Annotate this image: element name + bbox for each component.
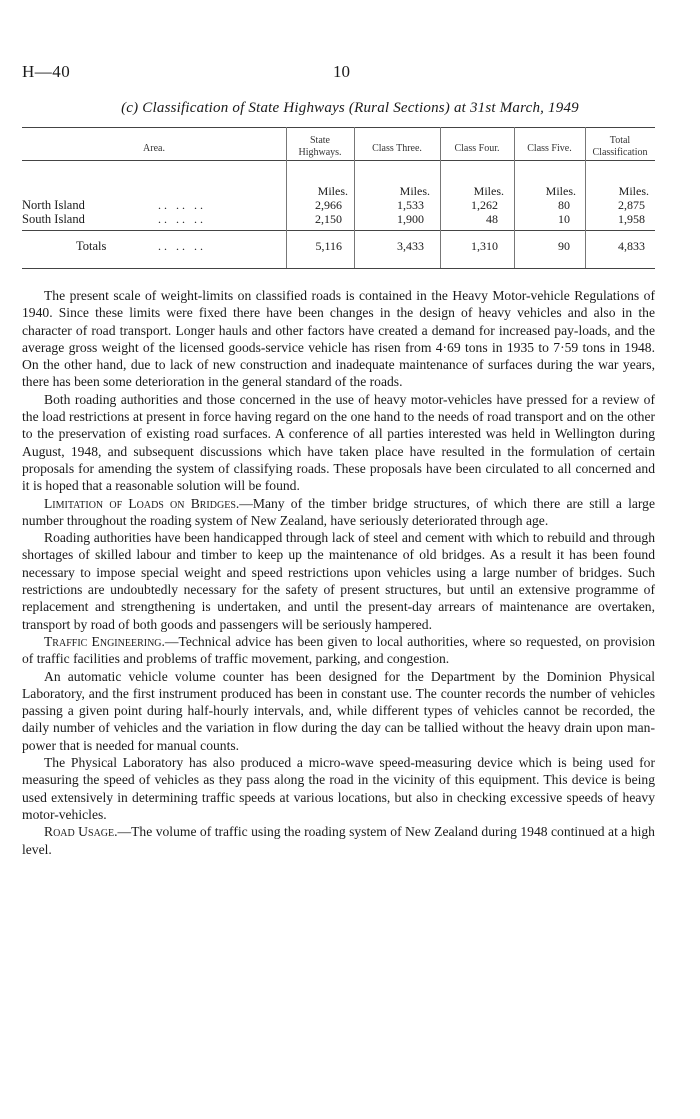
totals-cell: 90 [558, 239, 570, 253]
leader-dots: . . . . . . [158, 239, 203, 253]
paragraph-road-usage: Road Usage.—The volume of traffic using the roading system of New Zealand during 1948 continued at a high level. [22, 824, 655, 857]
table-bottom-rule [22, 268, 655, 269]
unit-label: Miles. [317, 184, 348, 198]
column-header-state-highways: State Highways. [298, 135, 342, 158]
row-label-totals: Totals [76, 239, 107, 253]
unit-label: Miles. [473, 184, 504, 198]
section-heading-limitation-of-loads: Limitation of Loads on Bridges. [44, 495, 240, 511]
leader-dots: . . . . . . [158, 212, 203, 226]
row-label-north-island: North Island [22, 198, 85, 212]
table-cell: 48 [486, 212, 498, 226]
paragraph-weight-limits: The present scale of weight-limits on classified roads is contained in the Heavy Motor-vehicle Regulations of 1940. Since these limits were fixed there have been changes in the design of heavy vehicles and also in the character of road transport. Longer hauls and other factors have created a demand for increased pay-loads, and the average gross weight of the licensed goods-service vehicle has risen from 4·69 tons in 1935 to 7·59 tons in 1948. On the other hand, due to lack of new construction and inadequate maintenance of surfaces during the war years, there has been some deterioration in the general standard of the roads. [22, 288, 655, 390]
table-totals-rule [22, 230, 655, 231]
table-cell: 2,966 [315, 198, 342, 212]
table-cell: 80 [558, 198, 570, 212]
table-cell: 1,958 [618, 212, 645, 226]
document-reference: H—40 [22, 62, 71, 81]
body-text [22, 287, 655, 858]
column-header-class-three: Class Three. [372, 143, 422, 154]
totals-cell: 5,116 [315, 239, 342, 253]
totals-cell: 4,833 [618, 239, 645, 253]
table-cell: 10 [558, 212, 570, 226]
paragraph-speed-measuring: The Physical Laboratory has also produced a micro-wave speed-measuring device which is being used for measuring the speed of vehicles as they pass along the road in the vicinity of this equipment. This device is being used extensively in determining traffic speeds at various locations, but also in checking excessive speeds of heavy motor-vehicles. [22, 755, 655, 822]
table-top-rule [22, 127, 655, 128]
unit-label: Miles. [545, 184, 576, 198]
table-cell: 1,262 [471, 198, 498, 212]
table-cell: 2,150 [315, 212, 342, 226]
column-header-class-four: Class Four. [454, 143, 500, 154]
highway-classification-table [22, 127, 655, 267]
table-cell: 1,533 [397, 198, 424, 212]
column-header-class-five: Class Five. [527, 143, 572, 154]
paragraph-bridge-maintenance: Roading authorities have been handicapped through lack of steel and cement with which to rebuild and through shortages of skilled labour and timber to keep up the maintenance of old bridges. As a result it has been found necessary to impose special weight and speed restrictions upon vehicles using a large number of bridges. Such restrictions are undoubtedly necessary for the safety of present structures, but until an extensive programme of replacement and strengthening is undertaken, and until the present-day arrears of maintenance are overtaken, transport by road of both goods and passengers will be seriously hampered. [22, 530, 655, 632]
table-cell: 2,875 [618, 198, 645, 212]
paragraph-vehicle-counter: An automatic vehicle volume counter has been designed for the Department by the Dominion Physical Laboratory, and the first instrument produced has been in constant use. The counter records the number of vehicles passing a given point during half-hourly intervals, and, while different types of vehicles cannot be recorded, the daily number of vehicles and the variation in flow during the day can be tallied without the heavy drain upon man-power that is needed for manual counts. [22, 668, 655, 753]
page-number: 10 [333, 62, 350, 81]
table-title: (c) Classification of State Highways (Rural Sections) at 31st March, 1949 [121, 100, 579, 116]
section-heading-traffic-engineering: Traffic Engineering. [44, 633, 165, 649]
totals-cell: 1,310 [471, 239, 498, 253]
paragraph-traffic-engineering: Traffic Engineering.—Technical advice has been given to local authorities, where so requested, on provision of traffic facilities and problems of traffic movement, parking, and congestion. [22, 633, 655, 667]
table-cell: 1,900 [397, 212, 424, 226]
leader-dots: . . . . . . [158, 198, 203, 212]
table-header-rule [22, 160, 655, 161]
unit-label: Miles. [399, 184, 430, 198]
column-header-total: Total Classification [592, 135, 648, 158]
paragraph-load-restrictions: Both roading authorities and those concerned in the use of heavy motor-vehicles have pressed for a review of the load restrictions at present in force having regard on the one hand to the needs of road transport and on the other to the preservation of existing road surfaces. A conference of all parties interested was held in Wellington during August, 1948, and subsequent discussions which have taken place have resulted in the formulation of certain proposals for amending the system of classifying roads. These proposals have been circulated to all concerned and it is hoped that a reasonable solution will be found. [22, 391, 655, 494]
paragraph-limitation-of-loads: Limitation of Loads on Bridges.—Many of the timber bridge structures, of which there are still a large number throughout the roading system of New Zealand, have seriously deteriorated through age. [22, 495, 655, 528]
row-label-south-island: South Island [22, 212, 85, 226]
section-heading-road-usage: Road Usage. [44, 824, 118, 840]
unit-label: Miles. [618, 184, 649, 198]
totals-cell: 3,433 [397, 239, 424, 253]
column-header-area: Area. [143, 143, 165, 154]
